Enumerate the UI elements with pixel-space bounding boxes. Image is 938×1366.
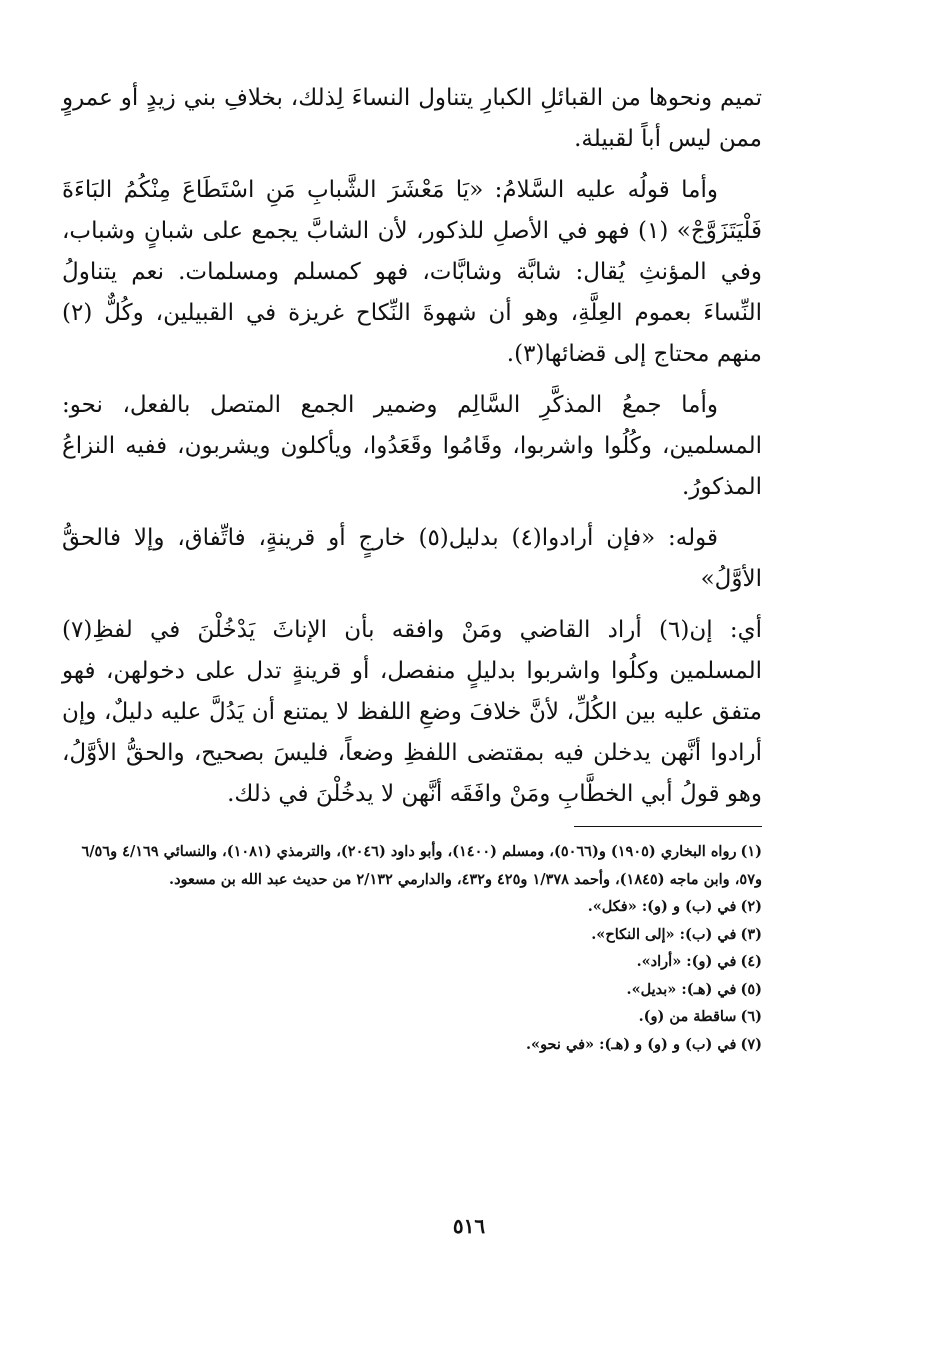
footnote-7	[62, 1031, 762, 1059]
footnote-text: في (و): «أراد».	[636, 953, 737, 970]
footnote-number: (٤)	[740, 953, 762, 970]
footnote-5	[62, 976, 762, 1004]
page-number: ٥١٦	[452, 1214, 486, 1238]
footnote-number: (٣)	[740, 925, 762, 943]
footnote-text: في (ب): «إلى النكاح».	[591, 925, 737, 943]
footnote-text: رواه البخاري (١٩٠٥) و(٥٠٦٦)، ومسلم (١٤٠٠)، وأبو داود (٢٠٤٦)، والترمذي (١٠٨١)، والنسائي ٤/١٦٩ و٦/٥٦ و٥٧، وابن ماجه (١٨٤٥)، وأحمد ١/٣٧٨ و٤٢٥ و٤٣٢، والدارمي ٢/١٣٢ من حديث عبد الله بن مسعود.	[81, 843, 762, 888]
footnote-number: (١)	[740, 843, 762, 860]
footnote-text: في (ب) و (و) و (هـ): «في نحو».	[525, 1035, 737, 1053]
footnote-number: (٢)	[740, 898, 762, 915]
paragraph-1: تميم ونحوها من القبائلِ الكبارِ يتناول النساءَ لِذلك، بخلافِ بني زيدٍ أو عمروٍ ممن ليس أباً لقبيلة.	[62, 85, 762, 152]
footnotes	[62, 838, 762, 1058]
footnote-2	[62, 893, 762, 921]
footnote-4	[62, 948, 762, 976]
footnote-text: في (هـ): «بديل».	[626, 980, 737, 998]
footnote-text: في (ب) و (و): «فكل».	[587, 898, 737, 915]
paragraph-5: أي: إن(٦) أراد القاضي ومَنْ وافقه بأن الإناثَ يَدْخُلْنَ في لفظِ(٧) المسلمين وكلُوا واشربوا بدليلٍ منفصل، أو قرينةٍ تدل على دخولهن، فهو متفق عليه بين الكُلِّ، لأنَّ خلافَ وضعِ اللفظ لا يمتنع أن يَدُلَّ عليه دليلٌ، وإن أرادوا أنَّهن يدخلن فيه بمقتضى اللفظِ وضعاً، فليسَ بصحيح، والحقُّ الأوَّلُ، وهو قولُ أبي الخطَّابِ ومَنْ وافَقَه أنَّهن لا يدخُلْنَ في ذلك.	[62, 617, 762, 807]
paragraph-2: وأما قولُه عليه السَّلامُ: «يَا مَعْشَرَ الشَّبابِ مَنِ اسْتَطَاعَ مِنْكُمُ البَاءَةَ فَلْيَتَزَوَّجْ» (١) فهو في الأصلِ للذكور، لأن الشابَّ يجمع على شبانٍ وشباب، وفي المؤنثِ يُقال: شابَّة وشابَّات، فهو كمسلم ومسلمات. نعم يتناولُ النِّساءَ بعموم العِلَّةِ، وهو أن شهوةَ النِّكاح غريزة في القبيلين، وكُلٌّ (٢) منهم محتاج إلى قضائها(٣).	[62, 177, 762, 367]
paragraph-4: قوله: «فإن أرادوا(٤) بدليل(٥) خارجٍ أو قرينةٍ، فاتِّفاق، وإلا فالحقُّ الأوَّلُ»	[62, 525, 762, 592]
footnote-text: ساقطة من (و).	[638, 1008, 737, 1025]
footnote-number: (٥)	[740, 980, 762, 998]
footnote-number: (٦)	[740, 1008, 762, 1025]
footnote-number: (٧)	[740, 1035, 762, 1053]
footnote-separator	[574, 826, 762, 827]
footnote-1	[62, 838, 762, 893]
main-text-body	[62, 78, 762, 825]
footnote-3	[62, 921, 762, 949]
paragraph-3: وأما جمعُ المذكَّرِ السَّالِم وضمير الجمع المتصل بالفعل، نحو: المسلمين، وكُلُوا واشربوا، وقَامُوا وقَعَدُوا، ويأكلون ويشربون، ففيه النزاعُ المذكورُ.	[62, 392, 762, 500]
footnote-6	[62, 1003, 762, 1031]
